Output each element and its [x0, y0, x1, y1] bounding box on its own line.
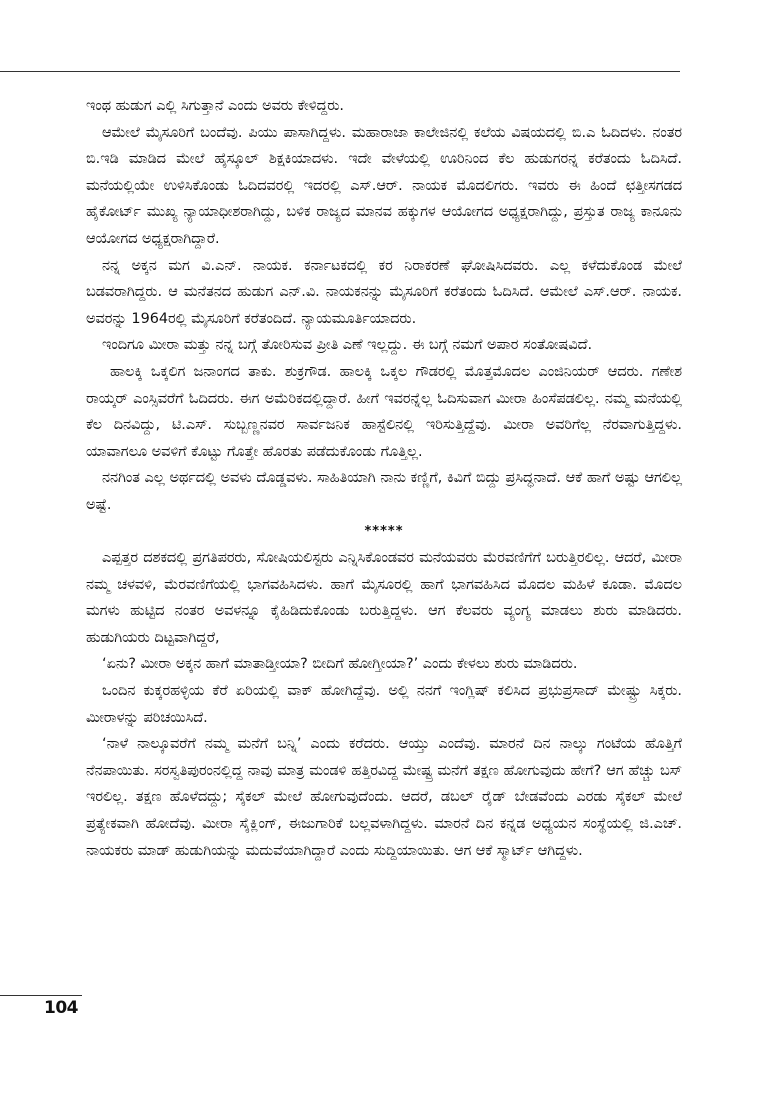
page-number: 104: [44, 998, 78, 1018]
paragraph: ಹಾಲಕ್ಕಿ ಒಕ್ಕಲಿಗ ಜನಾಂಗದ ತಾಕು. ಶುಕ್ರಗೌಡ. ಹಾಲಕ್ಕಿ ಒಕ್ಕಲ ಗೌಡರಲ್ಲಿ ಮೊತ್ತಮೊದಲ ಎಂಜಿನಿಯರ್ ಆದರು. ಗಣೇಶ ರಾಯ್ಕರ್ ಎಂಸ್ಸಿವರೆಗೆ ಓದಿದರು. ಈಗ ಅಮೆರಿಕದಲ್ಲಿದ್ದಾರೆ. ಹೀಗೆ ಇವರನ್ನೆಲ್ಲ ಓದಿಸುವಾಗ ಮೀರಾ ಹಿಂಸೆಪಡಲಿಲ್ಲ. ನಮ್ಮ ಮನೆಯಲ್ಲಿ ಕೆಲ ದಿನವಿದ್ದು, ಟಿ.ಎಸ್. ಸುಬ್ಬಣ್ಣನವರ ಸಾರ್ವಜನಿಕ ಹಾಸ್ಟೆಲಿನಲ್ಲಿ ಇರಿಸುತ್ತಿದ್ದೆವು. ಮೀರಾ ಅವರಿಗೆಲ್ಲ ನೆರವಾಗುತ್ತಿದ್ದಳು. ಯಾವಾಗಲೂ ಅವಳಿಗೆ ಕೊಟ್ಟು ಗೊತ್ತೇ ಹೊರತು ಪಡೆದುಕೊಂಡು ಗೊತ್ತಿಲ್ಲ.: [86, 363, 682, 460]
page-body: [86, 93, 682, 864]
paragraph: ನನ್ನ ಅಕ್ಕನ ಮಗ ವಿ.ಎನ್. ನಾಯಕ. ಕರ್ನಾಟಕದಲ್ಲಿ ಕರ ನಿರಾಕರಣೆ ಘೋಷಿಸಿದವರು. ಎಲ್ಲ ಕಳೆದುಕೊಂಡ ಮೇಲೆ ಬಡವರಾಗಿದ್ದರು. ಆ ಮನೆತನದ ಹುಡುಗ ಎನ್.ವಿ. ನಾಯಕನನ್ನು ಮೈಸೂರಿಗೆ ಕರೆತಂದು ಓದಿಸಿದೆ. ಆಮೇಲೆ ಎಸ್.ಆರ್. ನಾಯಕ. ಅವರನ್ನು 1964ರಲ್ಲಿ ಮೈಸೂರಿಗೆ ಕರೆತಂದಿದೆ. ನ್ಯಾಯಮೂರ್ತಿಯಾದರು.: [86, 257, 682, 327]
paragraph: ಆಮೇಲೆ ಮೈಸೂರಿಗೆ ಬಂದೆವು. ಪಿಯು ಪಾಸಾಗಿದ್ದಳು. ಮಹಾರಾಜಾ ಕಾಲೇಜಿನಲ್ಲಿ ಕಲೆಯ ವಿಷಯದಲ್ಲಿ ಬಿ.ಎ ಓದಿದಳು. ನಂತರ ಬಿ.ಇಡಿ ಮಾಡಿದ ಮೇಲೆ ಹೈಸ್ಕೂಲ್ ಶಿಕ್ಷಕಿಯಾದಳು. ಇದೇ ವೇಳೆಯಲ್ಲಿ ಊರಿನಿಂದ ಕೆಲ ಹುಡುಗರನ್ನ ಕರೆತಂದು ಓದಿಸಿದೆ. ಮನೆಯಲ್ಲಿಯೇ ಉಳಿಸಿಕೊಂಡು ಓದಿದವರಲ್ಲಿ ಇದರಲ್ಲಿ ಎಸ್.ಆರ್. ನಾಯಕ ಮೊದಲಿಗರು. ಇವರು ಈ ಹಿಂದೆ ಛತ್ತೀಸಗಡದ ಹೈಕೋರ್ಟ್ ಮುಖ್ಯ ನ್ಯಾಯಾಧೀಶರಾಗಿದ್ದು, ಬಳಿಕ ರಾಜ್ಯದ ಮಾನವ ಹಕ್ಕುಗಳ ಆಯೋಗದ ಅಧ್ಯಕ್ಷರಾಗಿದ್ದು, ಪ್ರಸ್ತುತ ರಾಜ್ಯ ಕಾನೂನು ಆಯೋಗದ ಅಧ್ಯಕ್ಷರಾಗಿದ್ದಾರೆ.: [86, 124, 682, 247]
paragraph: ಒಂದಿನ ಕುಕ್ಕರಹಳ್ಳಿಯ ಕೆರೆ ಏರಿಯಲ್ಲಿ ವಾಕ್ ಹೋಗಿದ್ದೆವು. ಅಲ್ಲಿ ನನಗೆ ಇಂಗ್ಲಿಷ್ ಕಲಿಸಿದ ಪ್ರಭುಪ್ರಸಾದ್ ಮೇಷ್ಟ್ರು ಸಿಕ್ಕರು. ಮೀರಾಳನ್ನು ಪರಿಚಯಿಸಿದೆ.: [86, 683, 682, 726]
footer-rule: [0, 995, 82, 996]
paragraph: ಇಂದಿಗೂ ಮೀರಾ ಮತ್ತು ನನ್ನ ಬಗ್ಗೆ ತೋರಿಸುವ ಪ್ರೀತಿ ಎಣೆ ಇಲ್ಲದ್ದು. ಈ ಬಗ್ಗೆ ನಮಗೆ ಅಪಾರ ಸಂತೋಷವಿದೆ.: [102, 337, 593, 354]
paragraph: ‘ನಾಳೆ ನಾಲ್ಕೂವರೆಗೆ ನಮ್ಮ ಮನೆಗೆ ಬನ್ನಿ’ ಎಂದು ಕರೆದರು. ಆಯ್ತು ಎಂದೆವು. ಮಾರನೆ ದಿನ ನಾಲ್ಕು ಗಂಟೆಯ ಹೊತ್ತಿಗೆ ನೆನಪಾಯಿತು. ಸರಸ್ವತಿಪುರಂನಲ್ಲಿದ್ದ ನಾವು ಮಾತ್ರ ಮಂಡಳಿ ಹತ್ತಿರವಿದ್ದ ಮೇಷ್ಟ್ರ ಮನೆಗೆ ತಕ್ಷಣ ಹೋಗುವುದು ಹೇಗೆ? ಆಗ ಹೆಚ್ಚು ಬಸ್ ಇರಲಿಲ್ಲ. ತಕ್ಷಣ ಹೊಳೆದದ್ದು; ಸೈಕಲ್ ಮೇಲೆ ಹೋಗುವುದೆಂದು. ಆದರೆ, ಡಬಲ್ ರೈಡ್ ಬೇಡವೆಂದು ಎರಡು ಸೈಕಲ್ ಮೇಲೆ ಪ್ರತ್ಯೇಕವಾಗಿ ಹೋದೆವು. ಮೀರಾ ಸೈಕ್ಲಿಂಗ್, ಈಜುಗಾರಿಕೆ ಬಲ್ಲವಳಾಗಿದ್ದಳು. ಮಾರನೆ ದಿನ ಕನ್ನಡ ಅಧ್ಯಯನ ಸಂಸ್ಥೆಯಲ್ಲಿ ಜಿ.ಎಚ್. ನಾಯಕರು ಮಾಡ್ ಹುಡುಗಿಯನ್ನು ಮದುವೆಯಾಗಿದ್ದಾರೆ ಎಂದು ಸುದ್ದಿಯಾಯಿತು. ಆಗ ಆಕೆ ಸ್ಮಾರ್ಟ್ ಆಗಿದ್ದಳು.: [86, 736, 682, 859]
top-rule: [0, 71, 680, 72]
paragraph: ‘ಏನು? ಮೀರಾ ಅಕ್ಕನ ಹಾಗೆ ಮಾತಾಡ್ತೀಯಾ? ಬೀದಿಗೆ ಹೋಗ್ತೀಯಾ?’ ಎಂದು ಕೇಳಲು ಶುರು ಮಾಡಿದರು.: [102, 656, 578, 673]
paragraph: ಇಂಥ ಹುಡುಗ ಎಲ್ಲಿ ಸಿಗುತ್ತಾನೆ ಎಂದು ಅವರು ಕೇಳಿದ್ದರು.: [86, 98, 344, 114]
paragraph: ನನಗಿಂತ ಎಲ್ಲ ಅರ್ಥದಲ್ಲಿ ಅವಳು ದೊಡ್ಡವಳು. ಸಾಹಿತಿಯಾಗಿ ನಾನು ಕಣ್ಣಿಗೆ, ಕಿವಿಗೆ ಬಿದ್ದು ಪ್ರಸಿದ್ಧನಾದೆ. ಆಕೆ ಹಾಗೆ ಅಷ್ಟು ಆಗಲಿಲ್ಲ ಅಷ್ಟೆ.: [86, 470, 682, 513]
paragraph: ಎಪ್ಪತ್ತರ ದಶಕದಲ್ಲಿ ಪ್ರಗತಿಪರರು, ಸೋಷಿಯಲಿಸ್ಟರು ಎನ್ನಿಸಿಕೊಂಡವರ ಮನೆಯವರು ಮೆರವಣಿಗೆಗೆ ಬರುತ್ತಿರಲಿಲ್ಲ. ಆದರೆ, ಮೀರಾ ನಮ್ಮ ಚಳವಳಿ, ಮೆರವಣಿಗೆಯಲ್ಲಿ ಭಾಗವಹಿಸಿದಳು. ಹಾಗೆ ಮೈಸೂರಲ್ಲಿ ಹಾಗೆ ಭಾಗವಹಿಸಿದ ಮೊದಲ ಮಹಿಳೆ ಕೂಡಾ. ಮೊದಲ ಮಗಳು ಹುಟ್ಟಿದ ನಂತರ ಅವಳನ್ನೂ ಕೈಹಿಡಿದುಕೊಂಡು ಬರುತ್ತಿದ್ದಳು. ಆಗ ಕೆಲವರು ವ್ಯಂಗ್ಯ ಮಾಡಲು ಶುರು ಮಾಡಿದರು. ಹುಡುಗಿಯರು ದಿಟ್ಟವಾಗಿದ್ದರೆ,: [86, 550, 682, 646]
section-separator: *****: [364, 523, 404, 539]
